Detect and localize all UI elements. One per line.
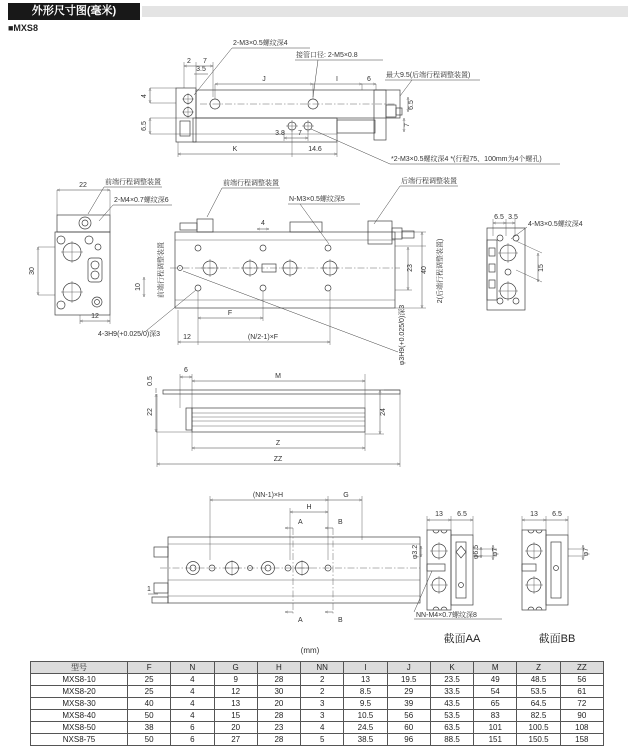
dim-22: 22: [79, 182, 87, 189]
value-cell: 9: [214, 674, 257, 686]
value-cell: 158: [560, 734, 603, 746]
value-cell: 65: [474, 698, 517, 710]
dim-6: 6: [367, 76, 371, 83]
table-header-cell: Z: [517, 662, 560, 674]
value-cell: 60: [387, 722, 430, 734]
rear-end-view: [487, 214, 583, 310]
label-front-adjuster-1: 前端行程调整装置: [105, 179, 161, 186]
bottom-view: [147, 492, 420, 655]
value-cell: 38: [128, 722, 171, 734]
table-header-cell: M: [474, 662, 517, 674]
dim-0-5: 0.5: [147, 376, 154, 386]
value-cell: 28: [257, 674, 300, 686]
unit-note: (mm): [300, 646, 320, 655]
value-cell: 53.5: [517, 686, 560, 698]
value-cell: 20: [257, 698, 300, 710]
value-cell: 88.5: [430, 734, 473, 746]
value-cell: 33.5: [430, 686, 473, 698]
dim-M: M: [275, 373, 281, 380]
note-max-9-5: 最大9.5(后端行程调整装置): [386, 72, 471, 79]
front-end-view: [29, 177, 172, 324]
model-cell: MXS8-10: [31, 674, 128, 686]
value-cell: 25: [128, 674, 171, 686]
value-cell: 54: [474, 686, 517, 698]
value-cell: 4: [301, 722, 344, 734]
value-cell: 28: [257, 734, 300, 746]
table-row: [31, 734, 604, 746]
dim-13-bb: 13: [530, 511, 538, 518]
table-header: [31, 662, 604, 674]
dim-6-5-right: 6.5: [408, 100, 415, 110]
value-cell: 10.5: [344, 710, 387, 722]
dim-H: H: [306, 504, 312, 511]
value-cell: 64.5: [517, 698, 560, 710]
table-row: [31, 674, 604, 686]
note-m4-thread: 2-M4×0.7螺纹深6: [114, 197, 169, 204]
value-cell: 96: [387, 734, 430, 746]
dim-24: 24: [380, 408, 387, 416]
value-cell: 2: [301, 674, 344, 686]
dim-phi-7-aa: φ7: [492, 547, 499, 557]
table-header-cell: I: [344, 662, 387, 674]
value-cell: 23.5: [430, 674, 473, 686]
value-cell: 50: [128, 734, 171, 746]
value-cell: 4: [171, 710, 214, 722]
dim-7: 7: [203, 58, 207, 65]
model-cell: NXS8-75: [31, 734, 128, 746]
section-label-A-bottom: A: [298, 617, 303, 624]
value-cell: 29: [387, 686, 430, 698]
model-label: ■MXS8: [8, 23, 38, 33]
value-cell: 25: [128, 686, 171, 698]
note-thread-bottom: *2-M3×0.5螺纹深4 *(行程75、100mm为4个螺孔): [391, 156, 542, 163]
dim-3-8: 3.8: [275, 130, 285, 137]
dim-14-6: 14.6: [308, 146, 322, 153]
value-cell: 38.5: [344, 734, 387, 746]
dim-phi-7-bb: φ7: [583, 547, 590, 557]
table-row: [31, 698, 604, 710]
table-row: [31, 686, 604, 698]
value-cell: 13: [214, 698, 257, 710]
top-view: [141, 38, 560, 164]
dim-10: 10: [135, 283, 142, 291]
section-label-A-top: A: [298, 519, 303, 526]
value-cell: 83: [474, 710, 517, 722]
value-cell: 19.5: [387, 674, 430, 686]
value-cell: 63.5: [430, 722, 473, 734]
dim-3-5: 3.5: [196, 66, 206, 73]
dim-13-aa: 13: [435, 511, 443, 518]
dim-6-5-rear: 6.5: [494, 214, 504, 221]
value-cell: 28: [257, 710, 300, 722]
section-bb-view: [522, 511, 590, 645]
dim-2: 2: [187, 58, 191, 65]
dim-Z: Z: [275, 440, 281, 447]
dim-1: 1: [147, 586, 151, 593]
note-4m3-thread: 4-M3×0.5螺纹深4: [528, 221, 583, 228]
value-cell: 2: [301, 686, 344, 698]
dim-12: 12: [91, 313, 99, 320]
dim-6-side: 6: [184, 367, 188, 374]
page-title: 外形尺寸图(毫米): [8, 3, 140, 20]
table-header-cell: N: [171, 662, 214, 674]
value-cell: 151: [474, 734, 517, 746]
note-nn-m4: NN-M4×0.7螺纹深8: [416, 612, 477, 619]
dim-6-5-bb: 6.5: [552, 511, 562, 518]
dim-N2-1-F: (N/2-1)×F: [247, 334, 279, 341]
dim-3-5-rear: 3.5: [508, 214, 518, 221]
dim-phi-6-5: φ6.5: [473, 544, 480, 560]
value-cell: 5: [301, 734, 344, 746]
value-cell: 49: [474, 674, 517, 686]
value-cell: 82.5: [517, 710, 560, 722]
table-row: [31, 710, 604, 722]
value-cell: 6: [171, 734, 214, 746]
plan-view: [98, 176, 458, 365]
dim-7-bottom: 7: [298, 130, 302, 137]
side-view: [147, 367, 400, 467]
model-cell: MXS8-40: [31, 710, 128, 722]
table-header-cell: F: [128, 662, 171, 674]
dimension-table: [30, 661, 604, 746]
dim-7-right: 7: [404, 123, 411, 127]
value-cell: 27: [214, 734, 257, 746]
dim-6-5-left: 6.5: [141, 121, 148, 131]
dim-K: K: [232, 146, 238, 153]
value-cell: 12: [214, 686, 257, 698]
label-front-adjuster-vertical: 前端行程调整装置: [158, 242, 165, 298]
section-aa-view: [412, 511, 502, 645]
value-cell: 15: [214, 710, 257, 722]
dim-nn-1-h: (NN-1)×H: [252, 492, 284, 499]
value-cell: 30: [257, 686, 300, 698]
label-front-adjuster-2: 前端行程调整装置: [223, 180, 279, 187]
value-cell: 13: [344, 674, 387, 686]
value-cell: 48.5: [517, 674, 560, 686]
dim-F: F: [227, 310, 233, 317]
value-cell: 24.5: [344, 722, 387, 734]
value-cell: 108: [560, 722, 603, 734]
value-cell: 90: [560, 710, 603, 722]
value-cell: 72: [560, 698, 603, 710]
dim-4-left: 4: [141, 94, 148, 98]
value-cell: 20: [214, 722, 257, 734]
section-label-B-top: B: [338, 519, 343, 526]
section-label-B-bottom: B: [338, 617, 343, 624]
value-cell: 4: [171, 686, 214, 698]
value-cell: 100.5: [517, 722, 560, 734]
dim-6-5-aa: 6.5: [457, 511, 467, 518]
value-cell: 56: [560, 674, 603, 686]
value-cell: 40: [128, 698, 171, 710]
value-cell: 8.5: [344, 686, 387, 698]
dim-12-plan: 12: [183, 334, 191, 341]
dim-40: 40: [421, 266, 428, 274]
table-header-cell: 型号: [31, 662, 128, 674]
value-cell: 101: [474, 722, 517, 734]
label-rear-adjuster-vertical: 2(后端行程调整装置): [437, 238, 444, 304]
value-cell: 4: [171, 698, 214, 710]
table-header-cell: J: [387, 662, 430, 674]
value-cell: 3: [301, 710, 344, 722]
dim-15: 15: [538, 264, 545, 272]
value-cell: 53.5: [430, 710, 473, 722]
model-cell: MXS8-30: [31, 698, 128, 710]
model-cell: MXS8-50: [31, 722, 128, 734]
table-header-cell: H: [257, 662, 300, 674]
dim-I: I: [336, 76, 338, 83]
table-row: [31, 722, 604, 734]
note-thread-top: 2-M3×0.5螺纹深4: [233, 40, 288, 47]
dim-4-plan: 4: [261, 220, 265, 227]
value-cell: 23: [257, 722, 300, 734]
section-bb-title: 截面BB: [538, 633, 576, 645]
value-cell: 50: [128, 710, 171, 722]
model-cell: MXS8-20: [31, 686, 128, 698]
section-aa-title: 截面AA: [443, 633, 481, 645]
value-cell: 150.5: [517, 734, 560, 746]
note-nm3-thread: N-M3×0.5螺纹深5: [289, 196, 345, 203]
table-header-cell: K: [430, 662, 473, 674]
table-header-cell: G: [214, 662, 257, 674]
value-cell: 43.5: [430, 698, 473, 710]
value-cell: 61: [560, 686, 603, 698]
value-cell: 3: [301, 698, 344, 710]
dim-ZZ: ZZ: [273, 456, 283, 463]
label-rear-adjuster: 后端行程调整装置: [401, 178, 457, 185]
dim-J: J: [262, 76, 266, 83]
value-cell: 56: [387, 710, 430, 722]
value-cell: 9.5: [344, 698, 387, 710]
dim-30: 30: [29, 267, 36, 275]
dim-22-side: 22: [147, 408, 154, 416]
dim-phi-3-2: φ3.2: [412, 544, 419, 560]
note-3h9-left: 4-3H9(+0.025/0)深3: [98, 331, 161, 338]
value-cell: 6: [171, 722, 214, 734]
dim-23: 23: [407, 264, 414, 272]
dim-G: G: [343, 492, 349, 499]
note-3h9-right: φ3H9(+0.025/0)深3: [399, 304, 406, 366]
value-cell: 39: [387, 698, 430, 710]
table-header-cell: ZZ: [560, 662, 603, 674]
table-header-cell: NN: [301, 662, 344, 674]
value-cell: 4: [171, 674, 214, 686]
note-port: 接管口径: 2-M5×0.8: [296, 52, 358, 59]
